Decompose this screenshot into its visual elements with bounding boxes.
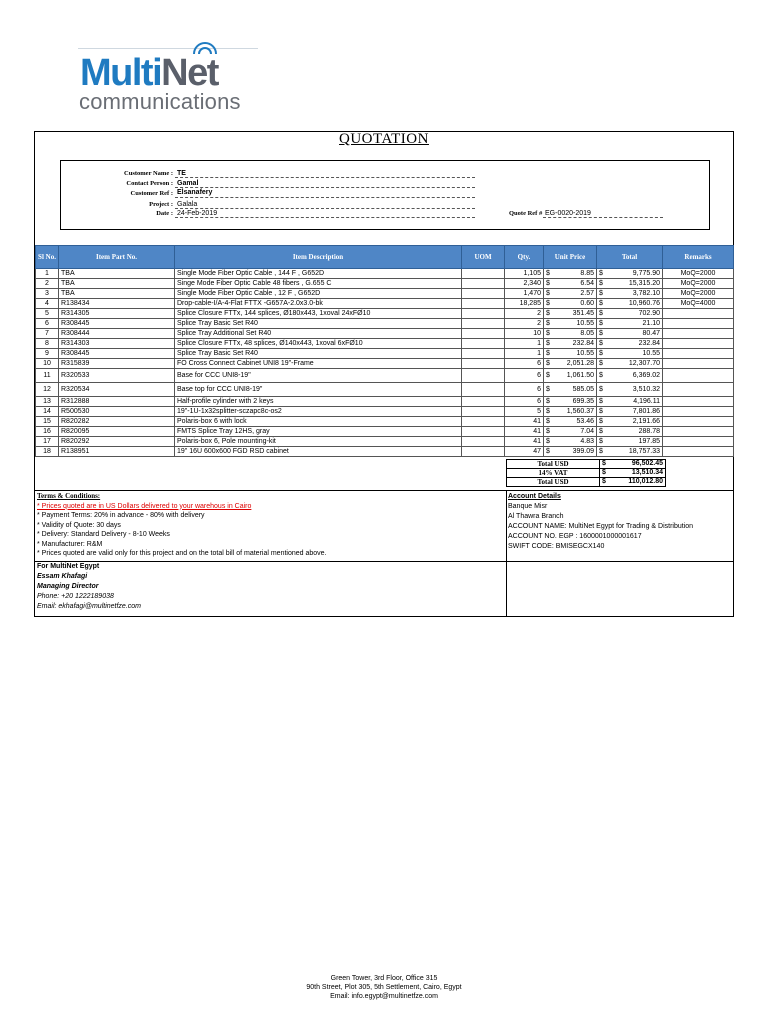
cell-sl: 14	[36, 407, 59, 417]
cell-desc: Half-profile cylinder with 2 keys	[175, 397, 462, 407]
cell-remarks	[663, 359, 734, 369]
footer-address-1: Green Tower, 3rd Floor, Office 315	[330, 975, 438, 982]
cell-total-currency: $	[597, 359, 605, 369]
cell-sl: 15	[36, 417, 59, 427]
cell-sl: 12	[36, 383, 59, 397]
table-row	[36, 407, 734, 417]
cell-unit-currency: $	[544, 383, 552, 397]
cell-sl: 9	[36, 349, 59, 359]
cell-total-currency: $	[597, 299, 605, 309]
cell-total-currency: $	[597, 369, 605, 383]
terms-conditions	[37, 492, 327, 559]
cell-desc: Single Mode Fiber Optic Cable , 144 F , G652D	[175, 269, 462, 279]
vat-row	[507, 469, 666, 478]
cell-qty: 1,470	[505, 289, 544, 299]
cell-sl: 5	[36, 309, 59, 319]
footer-email: Email: info.egypt@multinetfze.com	[330, 993, 438, 1000]
cell-desc: Single Mode Fiber Optic Cable , 12 F , G652D	[175, 289, 462, 299]
cell-part: R320533	[59, 369, 175, 383]
cell-part: R314303	[59, 339, 175, 349]
cell-uom	[462, 437, 505, 447]
cell-unit-currency: $	[544, 319, 552, 329]
logo-rule	[78, 48, 258, 49]
signature-role: Managing Director	[37, 583, 99, 590]
cell-part: R320534	[59, 383, 175, 397]
cell-unit-price: 8.05	[552, 329, 597, 339]
cell-desc: Splice Tray Basic Set R40	[175, 319, 462, 329]
items-table	[35, 245, 734, 457]
table-row	[36, 447, 734, 457]
cell-qty: 6	[505, 383, 544, 397]
cell-total-currency: $	[597, 397, 605, 407]
cell-unit-currency: $	[544, 279, 552, 289]
cell-desc: Splice Tray Basic Set R40	[175, 349, 462, 359]
cell-unit-currency: $	[544, 299, 552, 309]
cell-part: R308445	[59, 319, 175, 329]
cell-unit-currency: $	[544, 437, 552, 447]
cell-unit-currency: $	[544, 407, 552, 417]
signature-name: Essam Khafagi	[37, 573, 88, 580]
cell-unit-price: 232.84	[552, 339, 597, 349]
cell-total-currency: $	[597, 417, 605, 427]
cell-sl: 6	[36, 319, 59, 329]
cell-desc: Drop-cable-I/A-4-Flat FTTX -G657A-2.0x3.0-bk	[175, 299, 462, 309]
cell-uom	[462, 407, 505, 417]
cell-sl: 2	[36, 279, 59, 289]
signature-company: For MultiNet Egypt	[37, 563, 100, 570]
cell-qty: 47	[505, 447, 544, 457]
cell-uom	[462, 383, 505, 397]
col-header-part: Item Part No.	[59, 246, 175, 269]
cell-uom	[462, 447, 505, 457]
cell-remarks	[663, 329, 734, 339]
cell-unit-price: 6.54	[552, 279, 597, 289]
cell-remarks: MoQ=2000	[663, 289, 734, 299]
cell-total-currency: $	[597, 383, 605, 397]
col-header-qty: Qty.	[505, 246, 544, 269]
table-row	[36, 269, 734, 279]
cell-total: 197.85	[605, 437, 663, 447]
col-header-sl: Sl No.	[36, 246, 59, 269]
cell-unit-price: 351.45	[552, 309, 597, 319]
cell-qty: 6	[505, 359, 544, 369]
cell-uom	[462, 339, 505, 349]
terms-heading: Terms & Conditions:	[37, 492, 101, 500]
total-label: Total USD	[507, 460, 600, 469]
vat-value: 13,510.34	[610, 469, 666, 478]
customer-info-box	[60, 160, 710, 230]
col-header-unit-price: Unit Price	[544, 246, 597, 269]
cell-desc: 19" 16U 600x600 FGD RSD cabinet	[175, 447, 462, 457]
project-label: Project :	[149, 201, 173, 208]
cell-sl: 17	[36, 437, 59, 447]
cell-part: TBA	[59, 289, 175, 299]
col-header-remarks: Remarks	[663, 246, 734, 269]
cell-unit-currency: $	[544, 427, 552, 437]
table-row	[36, 339, 734, 349]
cell-sl: 10	[36, 359, 59, 369]
cell-uom	[462, 369, 505, 383]
cell-unit-price: 585.05	[552, 383, 597, 397]
cell-qty: 41	[505, 437, 544, 447]
cell-total: 4,196.11	[605, 397, 663, 407]
cell-total: 10,960.76	[605, 299, 663, 309]
cell-total: 80.47	[605, 329, 663, 339]
account-line: SWIFT CODE: BMISEGCX140	[508, 543, 605, 550]
date-label: Date :	[156, 210, 173, 217]
cell-total: 15,315.20	[605, 279, 663, 289]
cell-part: R820292	[59, 437, 175, 447]
cell-uom	[462, 417, 505, 427]
terms-line: * Prices quoted are in US Dollars delivered to your warehous in Cairo	[37, 502, 252, 510]
cell-qty: 1	[505, 339, 544, 349]
cell-total-currency: $	[597, 309, 605, 319]
cell-unit-price: 699.35	[552, 397, 597, 407]
cell-sl: 7	[36, 329, 59, 339]
date-row	[61, 209, 711, 218]
table-row	[36, 359, 734, 369]
cell-qty: 6	[505, 397, 544, 407]
cell-uom	[462, 319, 505, 329]
company-logo	[78, 40, 258, 120]
account-line: ACCOUNT NO. EGP : 1600001000001617	[508, 533, 642, 540]
cell-sl: 13	[36, 397, 59, 407]
table-row	[36, 369, 734, 383]
cell-part: R312888	[59, 397, 175, 407]
cell-total: 288.78	[605, 427, 663, 437]
contact-person-value: Gamal Elsanafery	[177, 180, 213, 196]
table-row	[36, 319, 734, 329]
cell-remarks	[663, 383, 734, 397]
cell-uom	[462, 269, 505, 279]
account-heading: Account Details	[508, 493, 561, 500]
cell-remarks	[663, 427, 734, 437]
account-line: ACCOUNT NAME: MultiNet Egypt for Trading & Distribution	[508, 523, 694, 530]
logo-net: Net	[161, 52, 218, 94]
account-details	[508, 492, 693, 552]
cell-qty: 6	[505, 369, 544, 383]
cell-qty: 41	[505, 427, 544, 437]
cell-remarks: MoQ=4000	[663, 299, 734, 309]
cell-uom	[462, 397, 505, 407]
cell-total: 10.55	[605, 349, 663, 359]
cell-desc: Base top for CCC UNI8-19"	[175, 383, 462, 397]
table-row	[36, 437, 734, 447]
total-value: 96,502.45	[610, 460, 666, 469]
signature-phone: Phone: +20 1222189038	[37, 593, 114, 600]
total-usd-row	[507, 460, 666, 469]
cell-qty: 2	[505, 309, 544, 319]
project-value: Galala	[177, 201, 198, 208]
customer-ref-label: Customer Ref :	[130, 190, 173, 197]
cell-unit-currency: $	[544, 349, 552, 359]
cell-part: R314305	[59, 309, 175, 319]
cell-sl: 4	[36, 299, 59, 309]
cell-total-currency: $	[597, 269, 605, 279]
vat-currency: $	[600, 469, 611, 478]
cell-total: 9,775.90	[605, 269, 663, 279]
cell-total-currency: $	[597, 329, 605, 339]
cell-remarks	[663, 417, 734, 427]
cell-desc: FO Cross Connect Cabinet UNI8 19"-Frame	[175, 359, 462, 369]
cell-part: TBA	[59, 279, 175, 289]
cell-remarks	[663, 339, 734, 349]
logo-multi: Multi	[80, 52, 162, 94]
cell-unit-price: 53.46	[552, 417, 597, 427]
cell-total: 2,191.66	[605, 417, 663, 427]
contact-person-label: Contact Person :	[126, 180, 173, 187]
cell-unit-currency: $	[544, 359, 552, 369]
cell-part: R820282	[59, 417, 175, 427]
cell-desc: Polaris-box 6 with lock	[175, 417, 462, 427]
table-row	[36, 349, 734, 359]
cell-qty: 1	[505, 349, 544, 359]
cell-uom	[462, 289, 505, 299]
cell-uom	[462, 349, 505, 359]
cell-qty: 5	[505, 407, 544, 417]
cell-part: R308444	[59, 329, 175, 339]
page-footer	[0, 974, 768, 1001]
grand-total-currency: $	[600, 478, 611, 487]
terms-line: * Manufacturer: R&M	[37, 540, 103, 548]
cell-remarks	[663, 447, 734, 457]
cell-total: 18,757.33	[605, 447, 663, 457]
cell-sl: 16	[36, 427, 59, 437]
cell-unit-price: 1,061.50	[552, 369, 597, 383]
cell-sl: 18	[36, 447, 59, 457]
cell-remarks	[663, 437, 734, 447]
cell-uom	[462, 299, 505, 309]
terms-line: * Payment Terms: 20% in advance - 80% with delivery	[37, 512, 205, 519]
table-row	[36, 397, 734, 407]
table-row	[36, 417, 734, 427]
signature-email: Email: ekhafagi@multinetfze.com	[37, 603, 141, 610]
cell-unit-currency: $	[544, 369, 552, 383]
logo-wordmark	[80, 54, 218, 92]
cell-unit-currency: $	[544, 417, 552, 427]
cell-sl: 1	[36, 269, 59, 279]
cell-unit-price: 2,051.28	[552, 359, 597, 369]
cell-total-currency: $	[597, 279, 605, 289]
table-row	[36, 427, 734, 437]
cell-total-currency: $	[597, 289, 605, 299]
col-header-desc: Item Description	[175, 246, 462, 269]
cell-part: TBA	[59, 269, 175, 279]
table-row	[36, 383, 734, 397]
cell-part: R315839	[59, 359, 175, 369]
cell-unit-price: 2.57	[552, 289, 597, 299]
grand-total-value: 110,012.80	[610, 478, 666, 487]
total-currency: $	[600, 460, 611, 469]
cell-desc: Splice Closure FTTx, 48 splices, Ø140x443, 1xoval 6xFØ10	[175, 339, 462, 349]
terms-line: * Prices quoted are valid only for this project and on the total bill of material mentioned above.	[37, 550, 327, 557]
cell-remarks	[663, 349, 734, 359]
date-value: 24-Feb-2019	[177, 210, 218, 217]
items-body	[36, 269, 734, 457]
cell-unit-currency: $	[544, 309, 552, 319]
customer-name-label: Customer Name :	[124, 170, 173, 177]
cell-total-currency: $	[597, 407, 605, 417]
cell-unit-currency: $	[544, 269, 552, 279]
table-row	[36, 309, 734, 319]
customer-name-value: TE	[177, 170, 186, 177]
table-row	[36, 289, 734, 299]
cell-total-currency: $	[597, 447, 605, 457]
terms-top-divider	[34, 490, 734, 491]
col-header-total: Total	[597, 246, 663, 269]
cell-part: R138951	[59, 447, 175, 457]
logo-subtitle: communications	[79, 89, 241, 114]
cell-total-currency: $	[597, 427, 605, 437]
page-title: QUOTATION	[339, 131, 429, 147]
cell-unit-currency: $	[544, 329, 552, 339]
cell-total-currency: $	[597, 437, 605, 447]
table-row	[36, 279, 734, 289]
cell-uom	[462, 427, 505, 437]
cell-qty: 10	[505, 329, 544, 339]
table-row	[36, 299, 734, 309]
quote-ref-value: EG-0020-2019	[545, 210, 591, 217]
terms-vertical-divider	[506, 490, 507, 617]
terms-line: * Delivery: Standard Delivery - 8-10 Weeks	[37, 531, 170, 538]
cell-total: 702.90	[605, 309, 663, 319]
cell-unit-price: 8.85	[552, 269, 597, 279]
cell-total: 6,369.02	[605, 369, 663, 383]
cell-qty: 41	[505, 417, 544, 427]
grand-total-label: Total USD	[507, 478, 600, 487]
cell-sl: 11	[36, 369, 59, 383]
cell-remarks	[663, 369, 734, 383]
cell-unit-price: 0.60	[552, 299, 597, 309]
cell-total: 12,307.70	[605, 359, 663, 369]
cell-qty: 2	[505, 319, 544, 329]
cell-sl: 3	[36, 289, 59, 299]
cell-total: 21.10	[605, 319, 663, 329]
cell-total: 3,510.32	[605, 383, 663, 397]
cell-unit-currency: $	[544, 447, 552, 457]
cell-part: R820095	[59, 427, 175, 437]
cell-qty: 18,285	[505, 299, 544, 309]
cell-desc: Splice Tray Additional Set R40	[175, 329, 462, 339]
cell-desc: FMTS Splice Tray 12HS, gray	[175, 427, 462, 437]
cell-remarks	[663, 407, 734, 417]
signature-block	[37, 562, 141, 612]
cell-remarks: MoQ=2000	[663, 279, 734, 289]
cell-unit-price: 10.55	[552, 349, 597, 359]
cell-remarks	[663, 309, 734, 319]
cell-unit-price: 10.55	[552, 319, 597, 329]
cell-unit-price: 7.04	[552, 427, 597, 437]
cell-remarks	[663, 319, 734, 329]
cell-unit-currency: $	[544, 339, 552, 349]
account-line: Banque Misr	[508, 503, 548, 510]
cell-total: 3,782.10	[605, 289, 663, 299]
cell-remarks: MoQ=2000	[663, 269, 734, 279]
table-header-row	[36, 246, 734, 269]
cell-part: R138434	[59, 299, 175, 309]
cell-uom	[462, 309, 505, 319]
totals-table	[506, 459, 666, 487]
cell-unit-currency: $	[544, 289, 552, 299]
cell-desc: Polaris-box 6, Pole mounting-kit	[175, 437, 462, 447]
cell-unit-currency: $	[544, 397, 552, 407]
cell-qty: 2,340	[505, 279, 544, 289]
col-header-uom: UOM	[462, 246, 505, 269]
cell-total-currency: $	[597, 349, 605, 359]
cell-sl: 8	[36, 339, 59, 349]
cell-uom	[462, 279, 505, 289]
cell-part: R500530	[59, 407, 175, 417]
cell-desc: Singe Mode Fiber Optic Cable 48 fibers , G.655 C	[175, 279, 462, 289]
vat-label: 14% VAT	[507, 469, 600, 478]
cell-desc: 19"-1U-1x32splitter-sczapc8c-os2	[175, 407, 462, 417]
terms-line: * Validity of Quote: 30 days	[37, 521, 121, 529]
grand-total-row	[507, 478, 666, 487]
cell-uom	[462, 359, 505, 369]
cell-desc: Base for CCC UNI8-19"	[175, 369, 462, 383]
table-row	[36, 329, 734, 339]
cell-part: R308445	[59, 349, 175, 359]
cell-unit-price: 1,560.37	[552, 407, 597, 417]
account-line: Al Thawra Branch	[508, 513, 564, 520]
cell-unit-price: 4.83	[552, 437, 597, 447]
cell-remarks	[663, 397, 734, 407]
cell-qty: 1,105	[505, 269, 544, 279]
cell-total: 232.84	[605, 339, 663, 349]
cell-unit-price: 399.09	[552, 447, 597, 457]
cell-total-currency: $	[597, 319, 605, 329]
cell-total: 7,801.86	[605, 407, 663, 417]
footer-address-2: 90th Street, Plot 305, 5th Settlement, Cairo, Egypt	[306, 984, 462, 991]
quote-ref-label: Quote Ref #	[509, 210, 543, 217]
cell-total-currency: $	[597, 339, 605, 349]
cell-uom	[462, 329, 505, 339]
cell-desc: Splice Closure FTTx, 144 splices, Ø180x443, 1xoval 24xFØ10	[175, 309, 462, 319]
